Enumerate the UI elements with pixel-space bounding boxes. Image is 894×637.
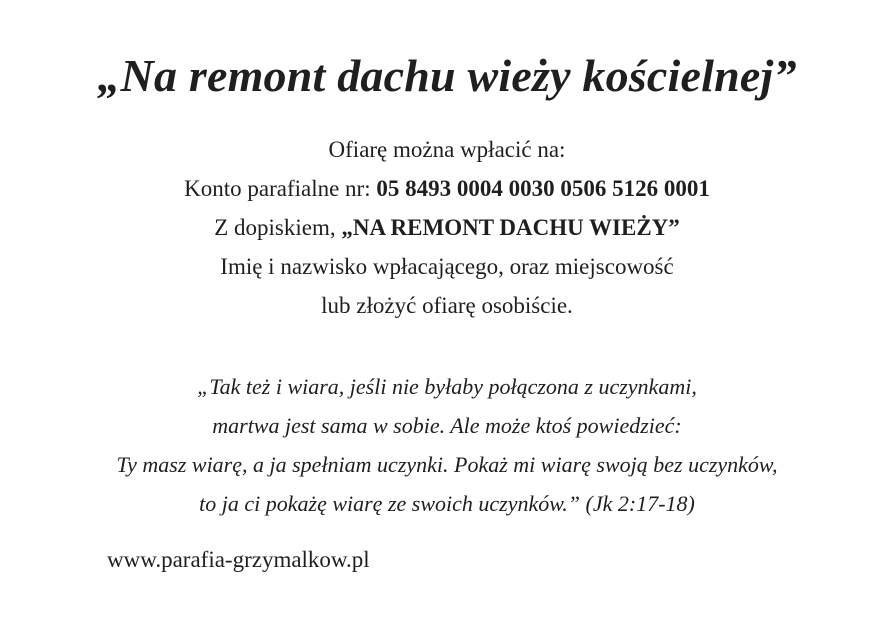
info-intro: Ofiarę można wpłacić na:	[328, 137, 566, 162]
info-personal-line: lub złożyć ofiarę osobiście.	[321, 293, 573, 318]
note-line	[0, 208, 894, 247]
bible-quote	[0, 367, 894, 523]
poster-title: „Na remont dachu wieży kościelnej”	[97, 50, 797, 101]
note-label: Z dopiskiem,	[214, 215, 342, 240]
donation-info	[0, 130, 894, 325]
quote-line-3: Ty masz wiarę, a ja spełniam uczynki. Pokaż mi wiarę swoją bez uczynków,	[116, 452, 778, 477]
quote-line-4: to ja ci pokażę wiarę ze swoich uczynków.” (Jk 2:17-18)	[199, 491, 695, 516]
account-line	[0, 169, 894, 208]
account-label: Konto parafialne nr:	[184, 176, 377, 201]
quote-line-2: martwa jest sama w sobie. Ale może ktoś powiedzieć:	[212, 413, 682, 438]
note-text: „NA REMONT DACHU WIEŻY”	[341, 215, 680, 240]
website-link[interactable]: www.parafia-grzymalkow.pl	[107, 547, 370, 572]
quote-line-1: „Tak też i wiara, jeśli nie byłaby połączona z uczynkami,	[197, 374, 697, 399]
account-number: 05 8493 0004 0030 0506 5126 0001	[376, 176, 710, 201]
info-name-line: Imię i nazwisko wpłacającego, oraz miejscowość	[220, 254, 674, 279]
